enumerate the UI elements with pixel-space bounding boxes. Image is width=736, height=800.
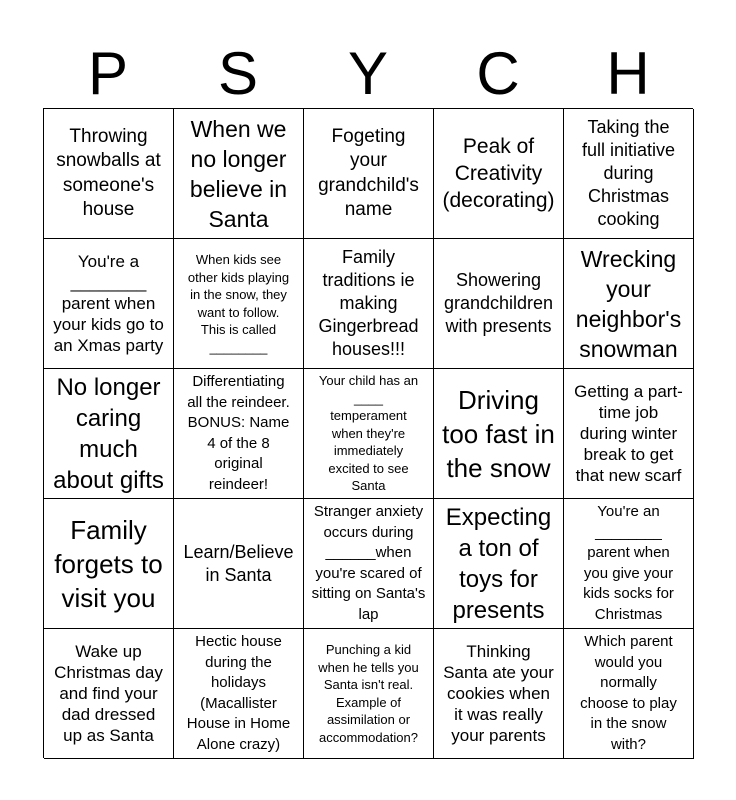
bingo-cell[interactable]: [304, 239, 434, 369]
bingo-cell[interactable]: [44, 629, 174, 759]
bingo-header: [43, 40, 693, 108]
cell-text: Family forgets to visit you: [54, 514, 163, 613]
cell-text: When we no longer believe in Santa: [189, 115, 288, 232]
cell-text: Stranger anxiety occurs during ______when you're scared of sitting on Santa's lap: [311, 503, 426, 623]
bingo-cell[interactable]: [434, 499, 564, 629]
header-letter: Y: [347, 40, 389, 107]
bingo-cell[interactable]: [174, 109, 304, 239]
cell-text: Your child has an ____ temperament when they're immediately excited to see Santa: [318, 373, 419, 494]
cell-text: Punching a kid when he tells you Santa isn't real. Example of assimilation or accommodation?: [318, 642, 419, 745]
bingo-cell[interactable]: [564, 239, 694, 369]
cell-text: No longer caring much about gifts: [53, 373, 164, 494]
bingo-grid: [43, 108, 693, 758]
cell-text: Differentiating all the reindeer. BONUS: Name 4 of the 8 original reindeer!: [187, 373, 290, 493]
bingo-cell[interactable]: [44, 369, 174, 499]
cell-text: Peak of Creativity (decorating): [442, 135, 555, 212]
cell-text: Showering grandchildren with presents: [443, 270, 554, 336]
cell-text: You're an ________ parent when you give your kids socks for Christmas: [583, 503, 674, 623]
cell-text: Getting a part- time job during winter break to get that new scarf: [574, 382, 683, 485]
bingo-cell[interactable]: [174, 499, 304, 629]
cell-text: Learn/Believe in Santa: [183, 541, 294, 585]
cell-text: Expecting a ton of toys for presents: [445, 503, 552, 624]
bingo-cell[interactable]: [564, 629, 694, 759]
bingo-cell[interactable]: [44, 239, 174, 369]
bingo-cell[interactable]: [564, 499, 694, 629]
cell-text: Family traditions ie making Gingerbread houses!!!: [318, 247, 419, 359]
bingo-cell[interactable]: [304, 109, 434, 239]
bingo-cell[interactable]: [564, 109, 694, 239]
cell-text: Driving too fast in the snow: [442, 384, 555, 483]
cell-text: Thinking Santa ate your cookies when it was really your parents: [443, 642, 554, 745]
header-letter: S: [217, 40, 259, 107]
bingo-cell[interactable]: [304, 629, 434, 759]
bingo-cell[interactable]: [434, 629, 564, 759]
cell-text: Fogeting your grandchild's name: [318, 125, 419, 220]
bingo-cell[interactable]: [434, 369, 564, 499]
header-letter: C: [476, 40, 520, 107]
cell-text: Wake up Christmas day and find your dad dressed up as Santa: [54, 642, 163, 745]
bingo-cell[interactable]: [434, 239, 564, 369]
cell-text: When kids see other kids playing in the snow, they want to follow. This is called ________: [187, 252, 290, 355]
header-letter: P: [87, 40, 129, 107]
bingo-cell[interactable]: [304, 499, 434, 629]
bingo-cell[interactable]: [434, 109, 564, 239]
bingo-cell[interactable]: [174, 239, 304, 369]
header-letter: H: [606, 40, 650, 107]
bingo-cell[interactable]: [44, 499, 174, 629]
cell-text: Throwing snowballs at someone's house: [56, 125, 161, 220]
cell-text: Taking the full initiative during Christmas cooking: [581, 117, 676, 229]
bingo-cell[interactable]: [174, 629, 304, 759]
cell-text: Hectic house during the holidays (Macallister House in Home Alone crazy): [186, 633, 291, 753]
cell-text: Which parent would you normally choose to play in the snow with?: [580, 633, 677, 753]
cell-text: You're a ________ parent when your kids go to an Xmas party: [53, 252, 164, 355]
bingo-cell[interactable]: [44, 109, 174, 239]
bingo-cell[interactable]: [174, 369, 304, 499]
bingo-cell[interactable]: [564, 369, 694, 499]
bingo-cell[interactable]: [304, 369, 434, 499]
cell-text: Wrecking your neighbor's snowman: [575, 245, 682, 362]
